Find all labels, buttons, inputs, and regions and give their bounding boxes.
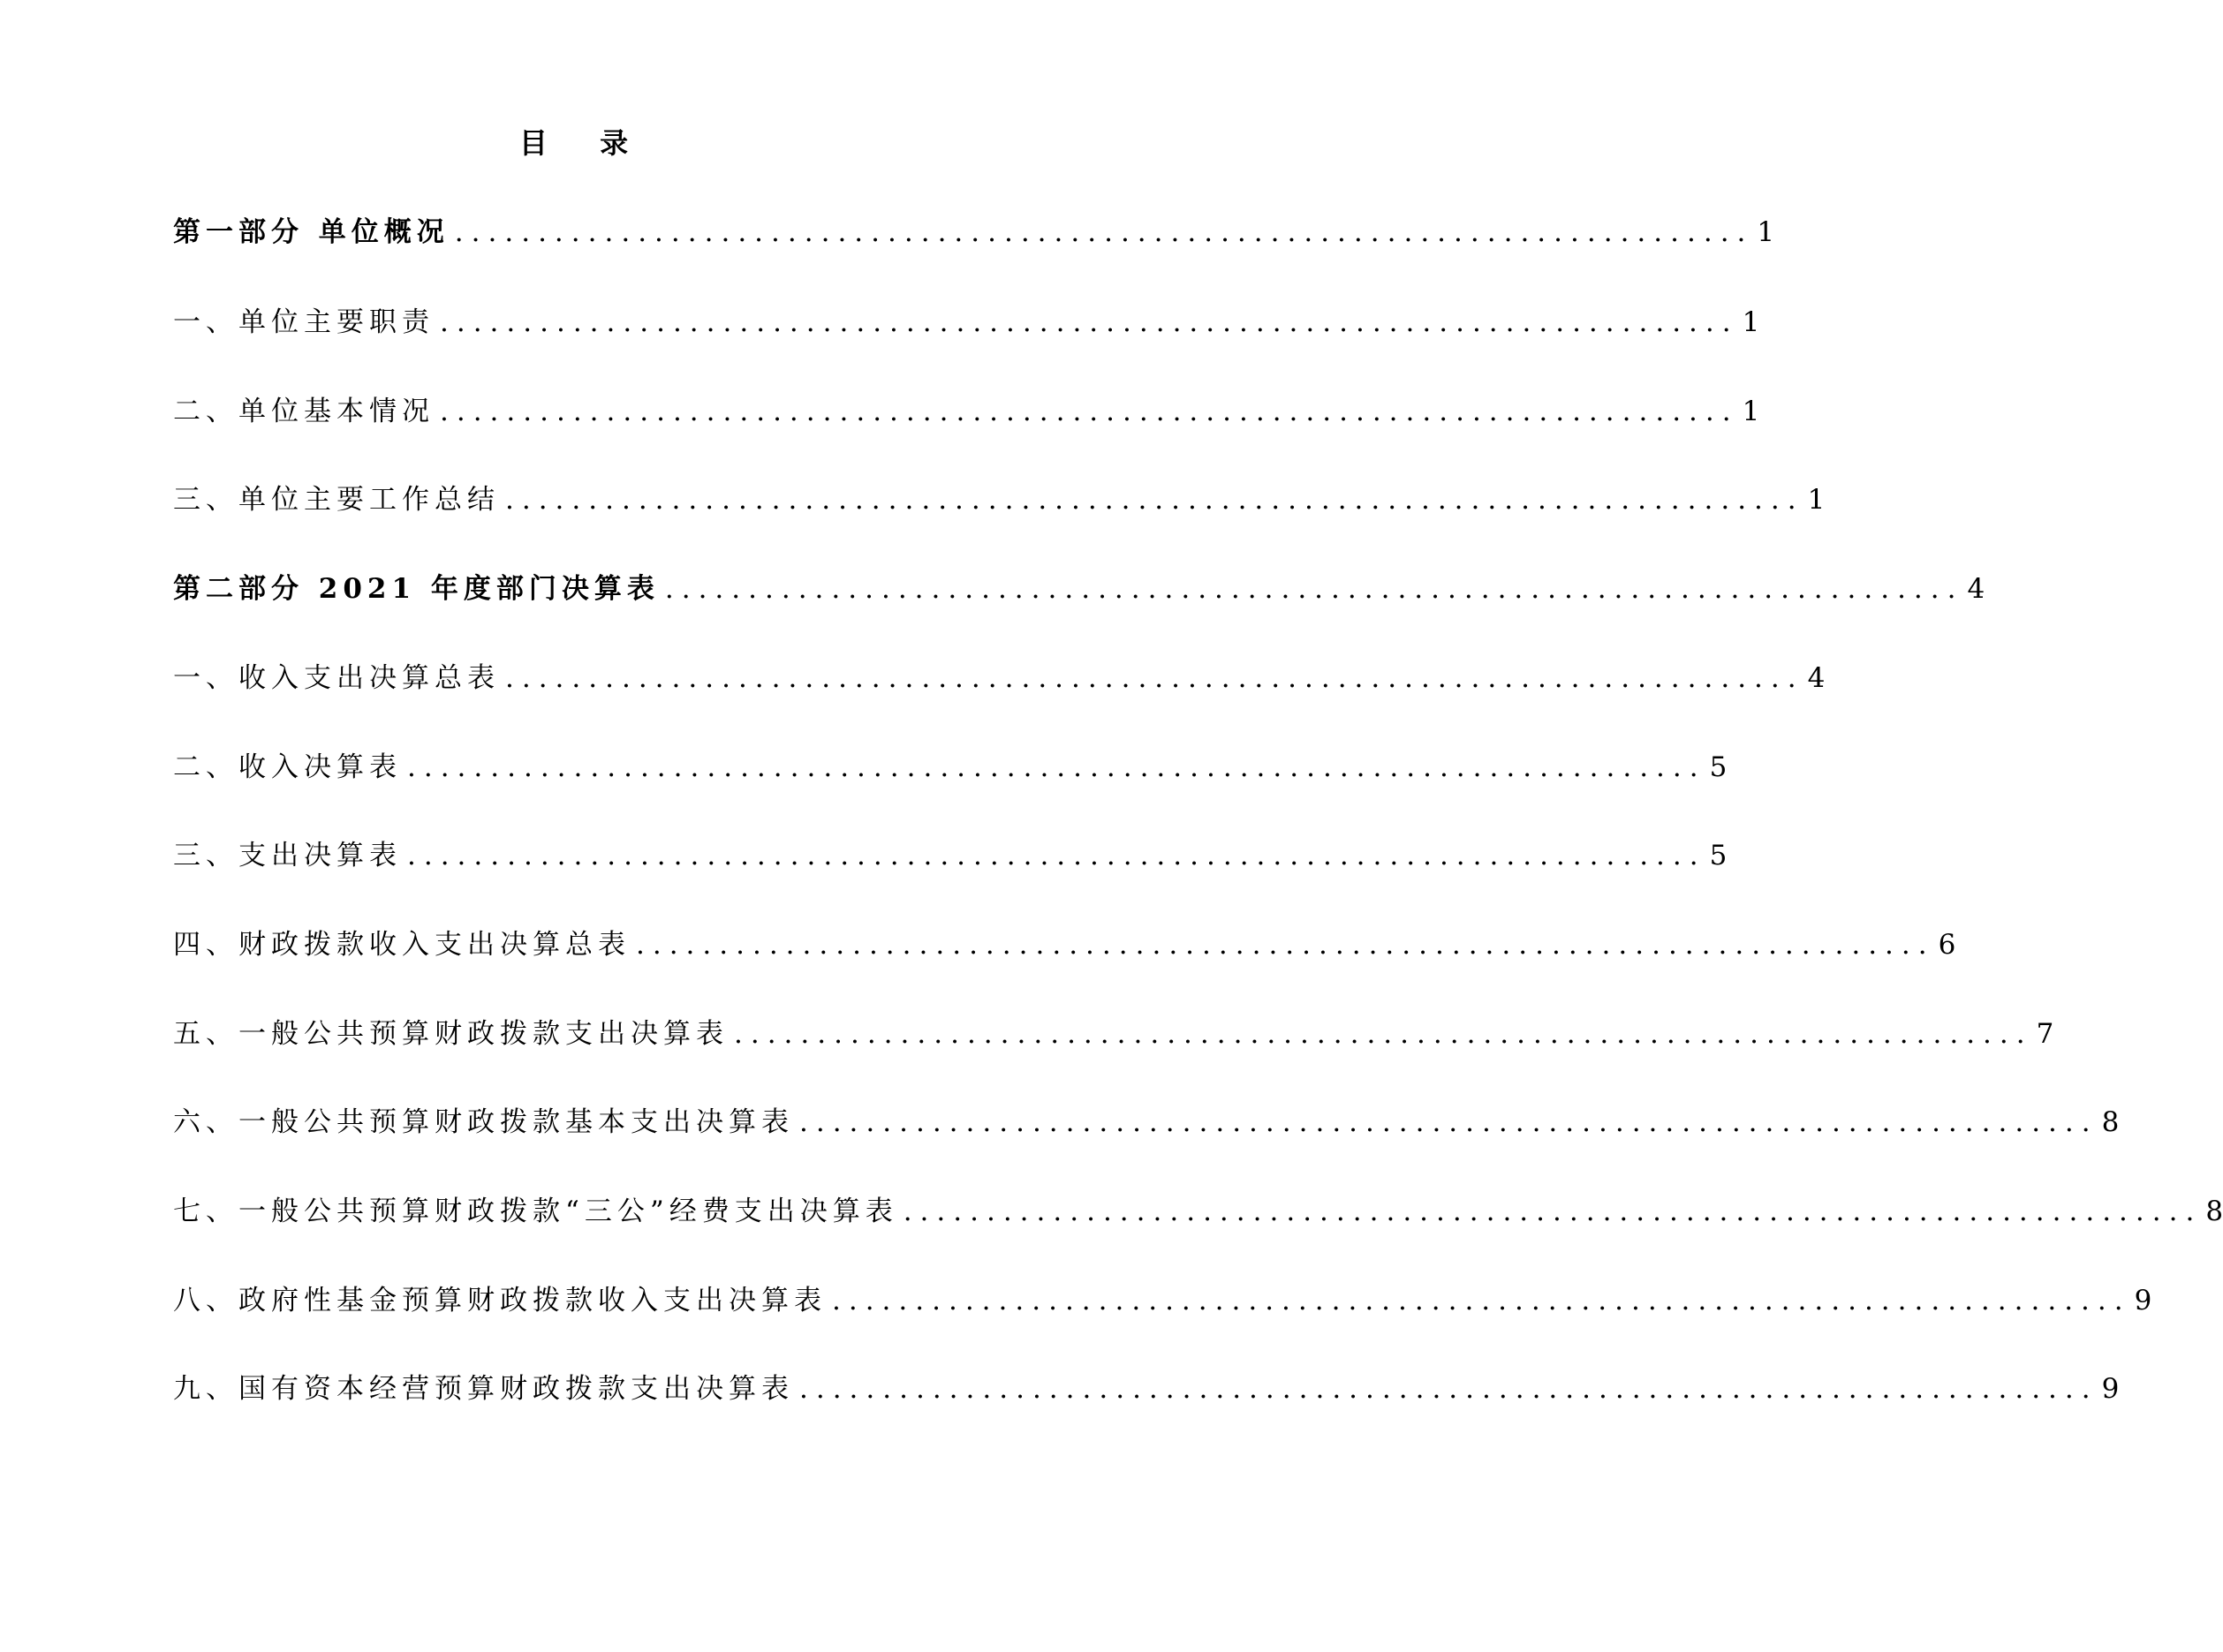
- toc-entry-label: 五、一般公共预算财政拨款支出决算表: [173, 1018, 729, 1050]
- toc-dot-leader: ..............................................................................: [440, 306, 1739, 338]
- toc-page-number: 1: [1742, 396, 1760, 427]
- toc-dot-leader: ..............................................................................: [407, 840, 1706, 871]
- toc-entry[interactable]: [173, 835, 1728, 876]
- toc-entry[interactable]: [173, 1280, 2152, 1321]
- toc-dot-leader: ..............................................................................: [832, 1285, 2131, 1316]
- toc-entry-label: 六、一般公共预算财政拨款基本支出决算表: [173, 1106, 794, 1138]
- toc-dot-leader: ..............................................................................: [799, 1106, 2098, 1138]
- toc-entry-label: 八、政府性基金预算财政拨款收入支出决算表: [173, 1285, 827, 1316]
- toc-entry-label: 三、支出决算表: [173, 840, 402, 871]
- toc-entry[interactable]: [173, 212, 1775, 253]
- toc-entry[interactable]: [173, 658, 1826, 698]
- toc-entry-label: 第一部分 单位概况: [173, 216, 450, 248]
- toc-entry-label: 一、收入支出决算总表: [173, 662, 500, 694]
- toc-entry[interactable]: [173, 747, 1728, 788]
- toc-entry[interactable]: [173, 924, 1956, 965]
- toc-entry-label: 一、单位主要职责: [173, 306, 435, 338]
- toc-entry-label: 九、国有资本经营预算财政拨款支出决算表: [173, 1373, 794, 1405]
- toc-dot-leader: ..............................................................................: [505, 484, 1804, 516]
- toc-entry-label: 三、单位主要工作总结: [173, 484, 500, 516]
- toc-dot-leader: ..............................................................................: [734, 1018, 2033, 1050]
- toc-page-number: 9: [2134, 1285, 2152, 1316]
- toc-dot-leader: ..............................................................................: [799, 1373, 2098, 1405]
- toc-page-number: 6: [1938, 929, 1956, 961]
- toc-page-number: 1: [1757, 216, 1775, 248]
- toc-entry-label: 二、单位基本情况: [173, 396, 435, 427]
- toc-page-number: 9: [2101, 1373, 2120, 1405]
- toc-entry[interactable]: [173, 1191, 2223, 1232]
- toc-dot-leader: ..............................................................................: [636, 929, 1935, 961]
- toc-entry[interactable]: [173, 1369, 2120, 1409]
- toc-page-number: 8: [2101, 1106, 2120, 1138]
- toc-dot-leader: ..............................................................................: [440, 396, 1739, 427]
- toc-page-number: 1: [1742, 306, 1760, 338]
- toc-entry-label: 第二部分 2021 年度部门决算表: [173, 573, 660, 605]
- toc-page-number: 4: [1807, 662, 1826, 694]
- toc-page-number: 8: [2205, 1196, 2223, 1227]
- toc-dot-leader: ..............................................................................: [505, 662, 1804, 694]
- toc-entry[interactable]: [173, 1102, 2120, 1143]
- toc-dot-leader: ..............................................................................: [664, 573, 1964, 605]
- toc-dot-leader: ..............................................................................: [407, 751, 1706, 783]
- toc-entry[interactable]: [173, 391, 1760, 432]
- toc-entry[interactable]: [173, 479, 1826, 520]
- toc-dot-leader: ..............................................................................: [454, 216, 1754, 248]
- toc-page-number: 1: [1807, 484, 1826, 516]
- toc-entry-label: 二、收入决算表: [173, 751, 402, 783]
- toc-dot-leader: ..............................................................................: [903, 1196, 2203, 1227]
- toc-entry[interactable]: [173, 302, 1760, 343]
- toc-entry-label: 七、一般公共预算财政拨款“三公”经费支出决算表: [173, 1196, 898, 1227]
- toc-page-number: 5: [1709, 840, 1728, 871]
- toc-title: 目 录: [518, 126, 650, 160]
- toc-page-number: 5: [1709, 751, 1728, 783]
- toc-page-number: 7: [2036, 1018, 2054, 1050]
- toc-entry-label: 四、财政拨款收入支出决算总表: [173, 929, 631, 961]
- toc-page-number: 4: [1967, 573, 1985, 605]
- toc-entry[interactable]: [173, 569, 1985, 609]
- toc-entry[interactable]: [173, 1014, 2054, 1054]
